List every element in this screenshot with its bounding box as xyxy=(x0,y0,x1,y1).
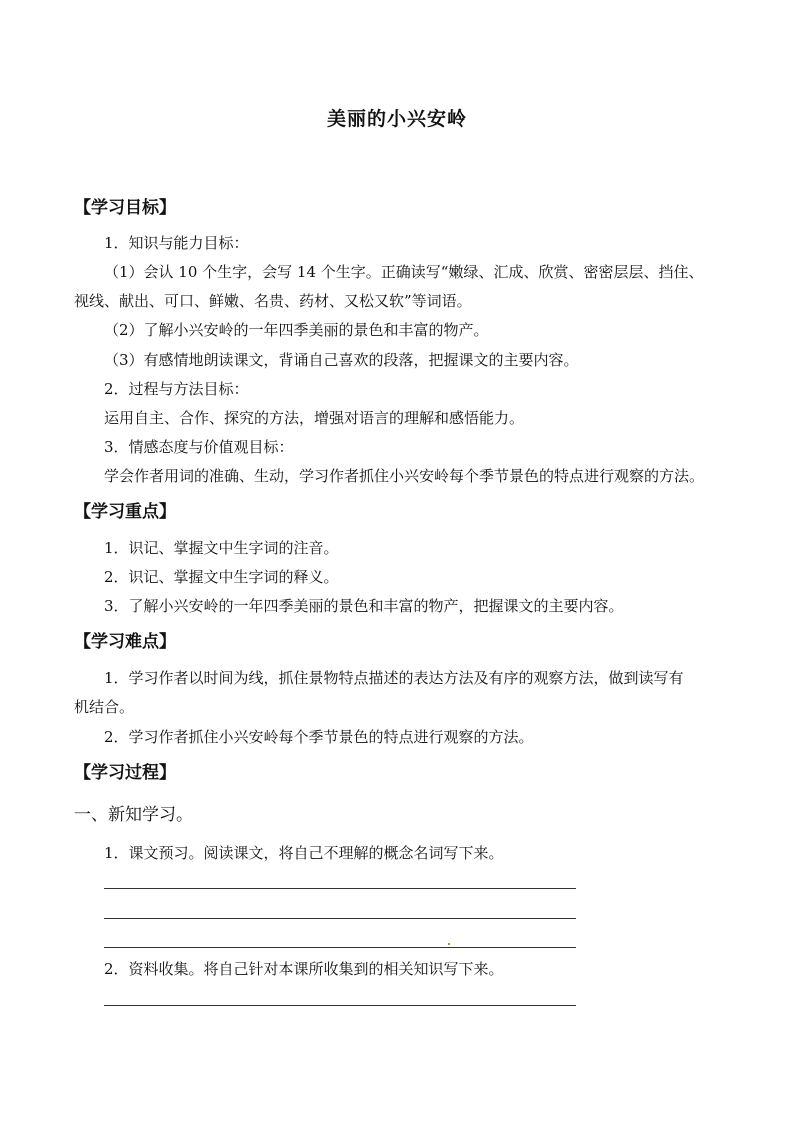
goals-item-2-text: 运用自主、合作、探究的方法，增强对语言的理解和感悟能力。 xyxy=(104,409,525,427)
section-heading-goals: 【学习目标】 xyxy=(74,198,176,218)
process-task-1: 1．课文预习。阅读课文，将自己不理解的概念名词写下来。 xyxy=(104,844,504,862)
section-heading-key-points: 【学习重点】 xyxy=(74,502,176,522)
answer-line-3[interactable] xyxy=(104,947,576,948)
goals-sub-2: （2）了解小兴安岭的一年四季美丽的景色和丰富的物产。 xyxy=(104,321,489,339)
difficulties-item-1-line-1: 1．学习作者以时间为线，抓住景物特点描述的表达方法及有序的观察方法，做到读写有 xyxy=(104,669,684,687)
key-points-item-2: 2．识记、掌握文中生字词的释义。 xyxy=(104,568,339,586)
goals-item-1: 1．知识与能力目标： xyxy=(104,234,249,252)
goals-sub-3: （3）有感情地朗读课文，背诵自己喜欢的段落，把握课文的主要内容。 xyxy=(104,351,579,369)
section-heading-process: 【学习过程】 xyxy=(74,763,176,783)
answer-line-1[interactable] xyxy=(104,888,576,889)
goals-sub-1-line-1: （1）会认 10 个生字，会写 14 个生字。正确读写“嫩绿、汇成、欣赏、密密层层、挡住、 xyxy=(104,263,704,281)
goals-item-2: 2．过程与方法目标： xyxy=(104,380,249,398)
goals-item-3-text: 学会作者用词的准确、生动，学习作者抓住小兴安岭每个季节景色的特点进行观察的方法。 xyxy=(104,467,705,485)
difficulties-item-2: 2．学习作者抓住小兴安岭每个季节景色的特点进行观察的方法。 xyxy=(104,728,534,746)
goals-item-3: 3．情感态度与价值观目标： xyxy=(104,438,294,456)
process-task-2: 2．资料收集。将自己针对本课所收集到的相关知识写下来。 xyxy=(104,960,504,978)
key-points-item-3: 3．了解小兴安岭的一年四季美丽的景色和丰富的物产，把握课文的主要内容。 xyxy=(104,597,624,615)
answer-line-4[interactable] xyxy=(104,1005,576,1006)
stray-dot xyxy=(448,943,450,945)
document-title: 美丽的小兴安岭 xyxy=(326,108,467,130)
difficulties-item-1-line-2: 机结合。 xyxy=(74,698,135,716)
answer-line-2[interactable] xyxy=(104,918,576,919)
key-points-item-1: 1．识记、掌握文中生字词的注音。 xyxy=(104,539,339,557)
section-heading-difficulties: 【学习难点】 xyxy=(74,632,176,652)
goals-sub-1-line-2: 视线、献出、可口、鲜嫩、名贵、药材、又松又软”等词语。 xyxy=(74,292,472,310)
process-part-1: 一、新知学习。 xyxy=(74,805,193,825)
